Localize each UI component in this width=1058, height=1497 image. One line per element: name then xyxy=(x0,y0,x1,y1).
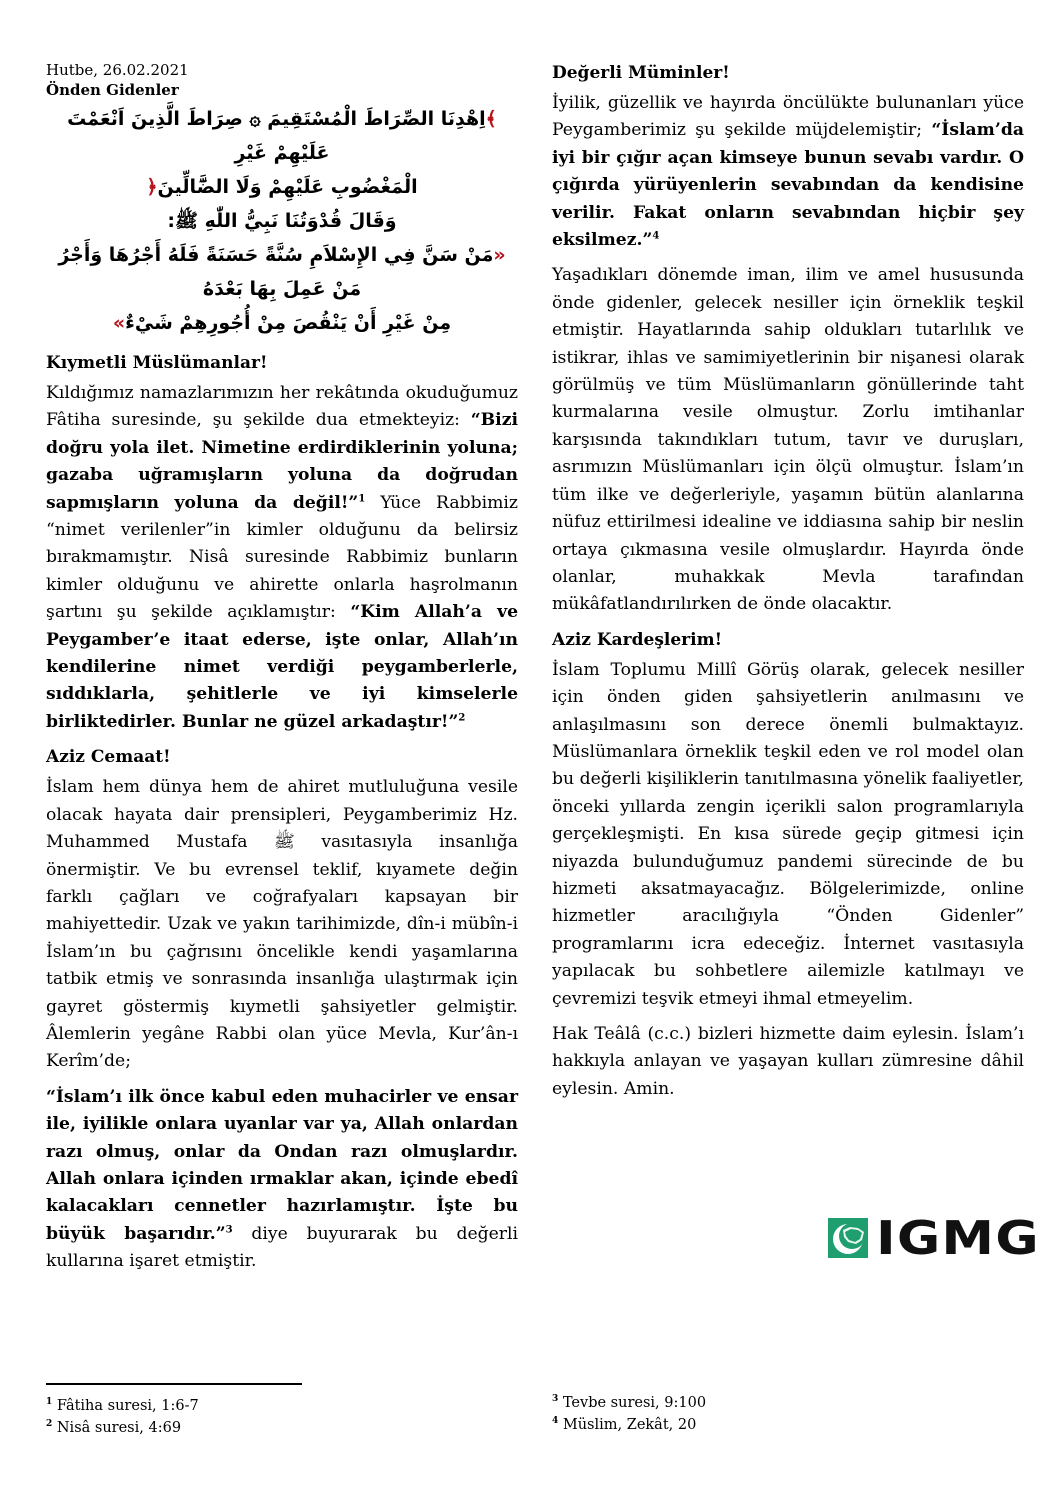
arabic-line-2: الْمَغْضُوبِ عَلَيْهِمْ وَلَا الضَّٓالِّينَ﴿ xyxy=(146,176,418,198)
paragraph-tevbe-quote: “İslam’ı ilk önce kabul eden muhacirler ve ensar ile, iyilikle onlara uyanlar var ya, Allah onlardan razı olmuş, onlar da Ondan razı olmuşlardır. Allah onlara içinden ırmaklar akan, içinde ebedî kalacakları cennetler hazırlamıştır. İşte bu büyük başarıdır.”$^3$ diye buyurarak bu değerli kullarına işaret etmiştir. xyxy=(46,1086,518,1272)
footnote-ref-1: 1 xyxy=(358,492,366,504)
igmg-logo xyxy=(828,1211,1040,1265)
left-column xyxy=(46,60,518,1284)
footnote-ref-3: 3 xyxy=(225,1224,233,1236)
hadith-quote-close: » xyxy=(112,312,126,334)
footnote-1: $^1$ Fâtiha suresi, 1:6-7 xyxy=(46,1397,199,1414)
right-column xyxy=(552,60,1024,1111)
paragraph-closing-dua: Hak Teâlâ (c.c.) bizleri hizmette daim eylesin. İslam’ı hakkıyla anlayan ve yaşayan kulları zümresine dâhil eylesin. Amin. xyxy=(552,1024,1024,1099)
arabic-line-5: مِنْ غَيْرِ أَنْ يَنْقُصَ مِنْ أُجُورِهِمْ شَيْءٌ» xyxy=(112,312,452,334)
crescent-map-icon xyxy=(828,1218,868,1258)
quote-fatiha: “Bizi doğru yola ilet. Nimetine erdirdiklerinin yoluna; gazaba uğramışların yoluna da doğrudan sapmışların yoluna da değil!” xyxy=(46,410,518,513)
heading-kiymetli-muslumanlar: Kıymetli Müslümanlar! xyxy=(46,353,268,373)
sermon-date: Hutbe, 26.02.2021 xyxy=(46,61,189,79)
arabic-verses xyxy=(46,102,518,340)
paragraph-hadith: İyilik, güzellik ve hayırda öncülükte bulunanları yüce Peygamberimiz şu şekilde müjdelemiştir; “İslam’da iyi bir çığır açan kimseye bunun sevabı vardır. O çığırda yürüyenlerin sevabından da kendisine verilir. Fakat onların sevabından hiçbir şey eksilmez.”$^4$ xyxy=(552,93,1024,251)
ornament-open: ﴾ xyxy=(485,108,497,130)
paragraph-fatiha: Kıldığımız namazlarımızın her rekâtında okuduğumuz Fâtiha suresinde, şu şekilde dua etmekteyiz: “Bizi doğru yola ilet. Nimetine erdirdiklerinin yoluna; gazaba uğramışların yoluna da doğrudan sapmışların yoluna da değil!”$^1$ Yüce Rabbimiz “nimet verilenler”in kimler olduğunu da belirsiz bırakmamıştır. Nisâ suresinde Rabbimiz bunların kimler olduğunu ve ahirette onlarla haşrolmanın şartını şu şekilde açıklamıştır: “Kim Allah’a ve Peygamber’e itaat ederse, işte onlar, Allah’ın kendilerine nimet verdiği peygamberlerle, sıddıklarla, şehitlerle ve iyi kimselerle birliktedirler. Bunlar ne güzel arkadaştır!”$^2$ xyxy=(46,383,518,732)
footnote-3: $^3$ Tevbe suresi, 9:100 xyxy=(552,1394,707,1411)
quote-hadith: “İslam’da iyi bir çığır açan kimseye bunun sevabı vardır. O çığırda yürüyenlerin sevabından da kendisine verilir. Fakat onların sevabından hiçbir şey eksilmez.” xyxy=(552,120,1024,251)
heading-aziz-kardeslerim: Aziz Kardeşlerim! xyxy=(552,629,723,650)
heading-aziz-cemaat: Aziz Cemaat! xyxy=(46,747,171,768)
paragraph-igmg-programs: İslam Toplumu Millî Görüş olarak, gelecek nesiller için önden giden şahsiyetlerin anılmasını ve anlaşılmasını son derece önemli bulmaktayız. Müslümanlara örneklik teşkil eden ve rol model olan bu değerli kişiliklerin tanıtılmasına yönelik faaliyetler, önceki yıllarda zengin içerikli salon programlarıyla gerçekleşmişti. En kısa sürede geçip gitmesi için niyazda bulunduğumuz pandemi sürecinde de bu hizmeti aksatmayacağız. Bölgelerimizde, online hizmetler aracılığıyla “Önden Gidenler” programlarını icra edeceğiz. İnternet vasıtasıyla yapılacak bu sohbetlere ailemizle katılmayı ve çevremizi teşvik etmeyi ihmal etmeyelim. xyxy=(552,659,1024,1009)
arabic-line-3: وَقَالَ قُدْوَتُنَا نَبِيُّ اللّٰهِ ﷺ: xyxy=(167,210,397,232)
quote-tevbe: “İslam’ı ilk önce kabul eden muhacirler ve ensar ile, iyilikle onlara uyanlar var ya, Allah onlardan razı olmuş, onlar da Ondan razı olmuşlardır. Allah onlara içinden ırmaklar akan, içinde ebedî kalacakları cennetler hazırlamıştır. İşte bu büyük başarıdır.” xyxy=(46,1086,518,1244)
footnote-divider xyxy=(46,1383,302,1385)
arabic-line-1: ﴾اِهْدِنَا الصِّرَاطَ الْمُسْتَقِيمَ ۞ صِرَاطَ الَّذِينَ اَنْعَمْتَ عَلَيْهِمْ غَيْرِ xyxy=(67,108,497,164)
footnotes-right xyxy=(552,1392,706,1436)
footnote-2: $^2$ Nisâ suresi, 4:69 xyxy=(46,1419,182,1436)
logo-text: IGMG xyxy=(875,1211,1040,1265)
footnote-ref-2: 2 xyxy=(458,712,466,724)
sermon-title: Önden Gidenler xyxy=(46,81,179,99)
footnotes-left xyxy=(46,1395,199,1439)
footnote-4: $^4$ Müslim, Zekât, 20 xyxy=(552,1416,697,1433)
arabic-line-4: «مَنْ سَنَّ فِي الإِسْلاَمِ سُنَّةً حَسَنَةً فَلَهُ أَجْرُهَا وَأَجْرُ مَنْ عَمِلَ بِهَا بَعْدَهُ xyxy=(58,244,506,300)
paragraph-onde-gidenler: Yaşadıkları dönemde iman, ilim ve amel hususunda önde gidenler, gelecek nesiller için örneklik teşkil etmiştir. Hayatlarında sahip oldukları tutarlılık ve istikrar, ihlas ve samimiyetlerinin bir nişanesi olarak görülmüş ve tüm Müslümanların gönüllerinde taht kurmalarına vesile olmuştur. Zorlu imtihanlar karşısında takındıkları tutum, tavır ve duruşları, asrımızın Müslümanları için ölçü olmuştur. İslam’ın tüm ilke ve değerleriyle, yaşamın bütün alanlarına nüfuz ettirilmesi idealine ve iddiasına sahip bir neslin ortaya çıkmasına vesile olmuşlardır. Hayırda önde olanlar, muhakkak Mevla tarafından mükâfatlandırılırken de önde olacaktır. xyxy=(552,265,1024,615)
heading-degerli-muminler: Değerli Müminler! xyxy=(552,63,730,83)
paragraph-islam-prensipler: İslam hem dünya hem de ahiret mutluluğuna vesile olacak hayata dair prensipleri, Peygamberimiz Hz. Muhammed Mustafa ﷺ vasıtasıyla insanlığa önermiştir. Ve bu evrensel teklif, kıyamete değin farklı çağları ve coğrafyaları kapsayan bir mahiyettedir. Uzak ve yakın tarihimizde, dîn-i mübîn-i İslam’ın bu çağrısını öncelikle kendi yaşamlarına tatbik etmiş ve sonrasında insanlığa ulaştırmak için gayret göstermiş kıymetli şahsiyetler gelmiştir. Âlemlerin yegâne Rabbi olan yüce Mevla, Kur’ân-ı Kerîm’de; xyxy=(46,777,518,1072)
quote-nisa: “Kim Allah’a ve Peygamber’e itaat ederse, işte onlar, Allah’ın kendilerine nimet verdiği peygamberlerle, sıddıklarla, şehitlerle ve iyi kimselerle birliktedirler. Bunlar ne güzel arkadaştır!” xyxy=(46,602,518,732)
hadith-quote-open: « xyxy=(493,244,506,266)
footnote-ref-4: 4 xyxy=(652,230,660,242)
ornament-close: ﴿ xyxy=(146,176,158,198)
